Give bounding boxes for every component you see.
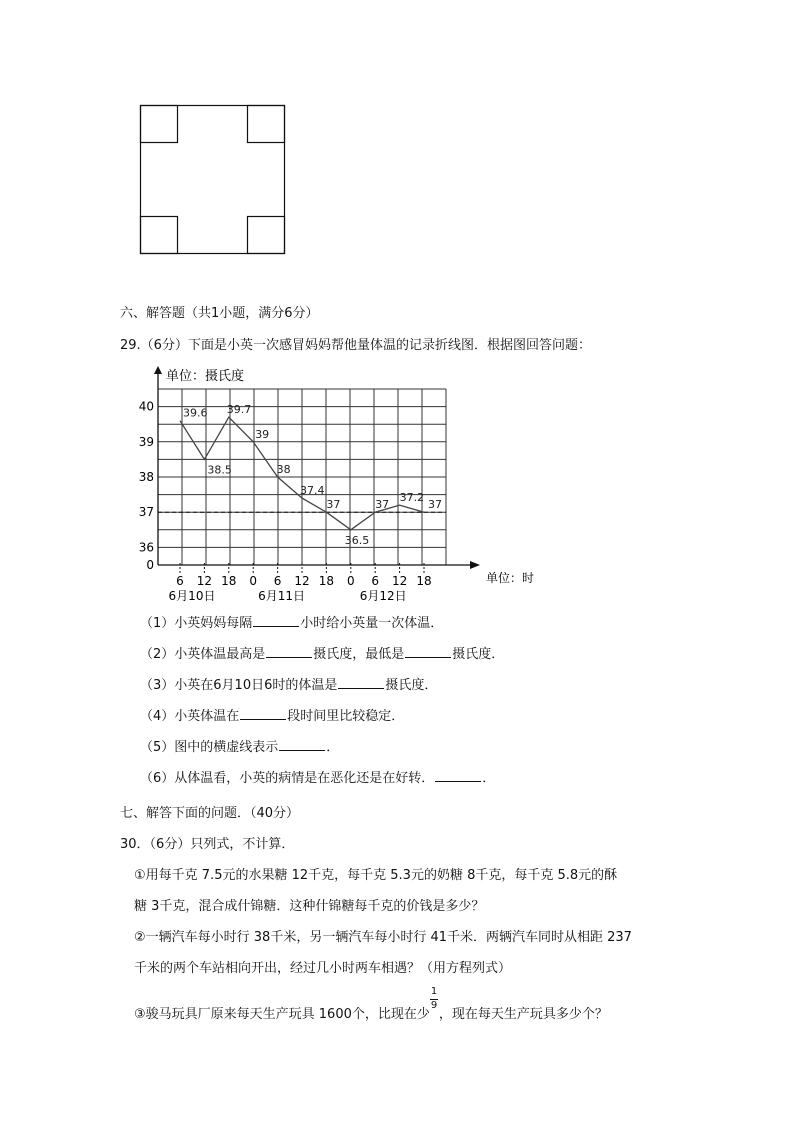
- data-point-label: 37.4: [300, 484, 325, 498]
- q30-p1-line1: ①用每千克 7.5元的水果糖 12千克，每千克 5.3元的奶糖 8千克，每千克 5.8元的酥: [134, 868, 618, 883]
- x-tick-label: 6: [176, 574, 184, 588]
- x-tick-label: 18: [416, 574, 432, 588]
- part-text: 摄氏度．: [385, 678, 438, 693]
- answer-blank[interactable]: [266, 645, 312, 658]
- y-tick-label: 37: [138, 505, 154, 520]
- x-axis-arrow: [470, 561, 480, 569]
- answer-blank[interactable]: [253, 614, 299, 627]
- data-point-label: 37.2: [399, 491, 425, 505]
- day-label: 6月10日: [168, 589, 216, 603]
- part-text: （6）从体温看，小英的病情是在恶化还是在好转．: [140, 771, 435, 786]
- part-text: （1）小英妈妈每隔: [140, 616, 253, 631]
- part-text: （4）小英体温在: [140, 709, 240, 724]
- day-label: 6月12日: [359, 589, 407, 603]
- data-point-label: 37: [428, 498, 442, 512]
- x-tick-label: 12: [196, 574, 213, 588]
- q29-stem: 29.（6分）下面是小英一次感冒妈妈帮他量体温的记录折线图．根据图回答问题：: [120, 338, 591, 353]
- x-tick-label: 12: [294, 574, 310, 588]
- answer-blank[interactable]: [338, 676, 384, 689]
- fraction-denominator: 9: [430, 1000, 438, 1011]
- x-tick-label: 0: [249, 574, 258, 588]
- part-text: （3）小英在6月10日6时的体温是: [140, 678, 338, 693]
- y-tick-label: 40: [138, 399, 154, 414]
- part-text: ．: [326, 740, 340, 755]
- x-tick-label: 18: [318, 574, 335, 588]
- y-axis-arrow: [154, 366, 162, 374]
- part-text: ．: [482, 771, 496, 786]
- y-tick-label: 36: [138, 540, 154, 555]
- data-point-label: 39: [255, 427, 270, 441]
- q30-p2-line2: 千米的两个车站相向开出，经过几小时两车相遇？（用方程列式）: [134, 961, 512, 976]
- q29-part-2: [140, 643, 504, 662]
- x-tick-label: 0: [346, 574, 355, 588]
- part-text: 摄氏度，最低是: [313, 647, 405, 662]
- data-point-label: 37: [375, 498, 390, 512]
- x-tick-label: 6: [273, 574, 282, 588]
- q30-p2-line1: ②一辆汽车每小时行 38千米，另一辆汽车每小时行 41千米．两辆汽车同时从相距 237: [134, 930, 632, 945]
- fraction-one-ninth: [430, 986, 439, 1018]
- cut-corner-square-figure: [140, 105, 286, 255]
- data-point-label: 38.5: [207, 463, 232, 477]
- q29-part-3: [140, 674, 437, 693]
- part-text: 小时给小英量一次体温．: [300, 616, 444, 631]
- x-axis-label: 单位：时: [486, 571, 535, 585]
- fraction-numerator: 1: [430, 986, 438, 997]
- q30-stem: 30．（6分）只列式，不计算．: [120, 837, 295, 852]
- section6-title: 六、解答题（共1小题，满分6分）: [120, 306, 319, 321]
- section7-title: 七、解答下面的问题．（40分）: [120, 806, 300, 821]
- y-tick-label: 39: [138, 434, 154, 449]
- x-tick-label: 6: [371, 574, 380, 588]
- data-point-label: 37: [326, 498, 341, 512]
- part-text: 段时间里比较稳定．: [287, 709, 405, 724]
- x-tick-label: 18: [221, 574, 237, 588]
- y-tick-label: 0: [146, 558, 154, 572]
- data-point-label: 39.7: [226, 403, 252, 417]
- temperature-line-chart: [138, 362, 535, 603]
- answer-blank[interactable]: [405, 645, 451, 658]
- q29-part-6: [140, 767, 495, 786]
- y-tick-label: 38: [138, 470, 154, 484]
- answer-blank[interactable]: [240, 707, 286, 720]
- q29-part-4: [140, 705, 404, 724]
- data-point-label: 36.5: [344, 533, 370, 547]
- answer-blank[interactable]: [279, 738, 325, 751]
- q30-p3-pre: ③骏马玩具厂原来每天生产玩具 1600个，比现在少: [134, 1007, 430, 1022]
- x-tick-label: 12: [391, 574, 408, 588]
- part-text: （5）图中的横虚线表示: [140, 740, 279, 755]
- q30-p1-line2: 糖 3千克，混合成什锦糖．这种什锦糖每千克的价钱是多少？: [134, 899, 485, 914]
- q30-p3-post: ，现在每天生产玩具多少个？: [438, 1007, 608, 1022]
- q30-p3: [134, 986, 608, 1022]
- q29-part-5: [140, 736, 339, 755]
- data-point-label: 39.6: [183, 406, 208, 420]
- q29-part-1: [140, 612, 443, 631]
- data-point-label: 38: [276, 463, 291, 476]
- day-label: 6月11日: [258, 589, 306, 603]
- y-axis-label: 单位：摄氏度: [166, 369, 245, 384]
- part-text: 摄氏度．: [452, 647, 505, 662]
- answer-blank[interactable]: [435, 769, 481, 782]
- part-text: （2）小英体温最高是: [140, 647, 266, 662]
